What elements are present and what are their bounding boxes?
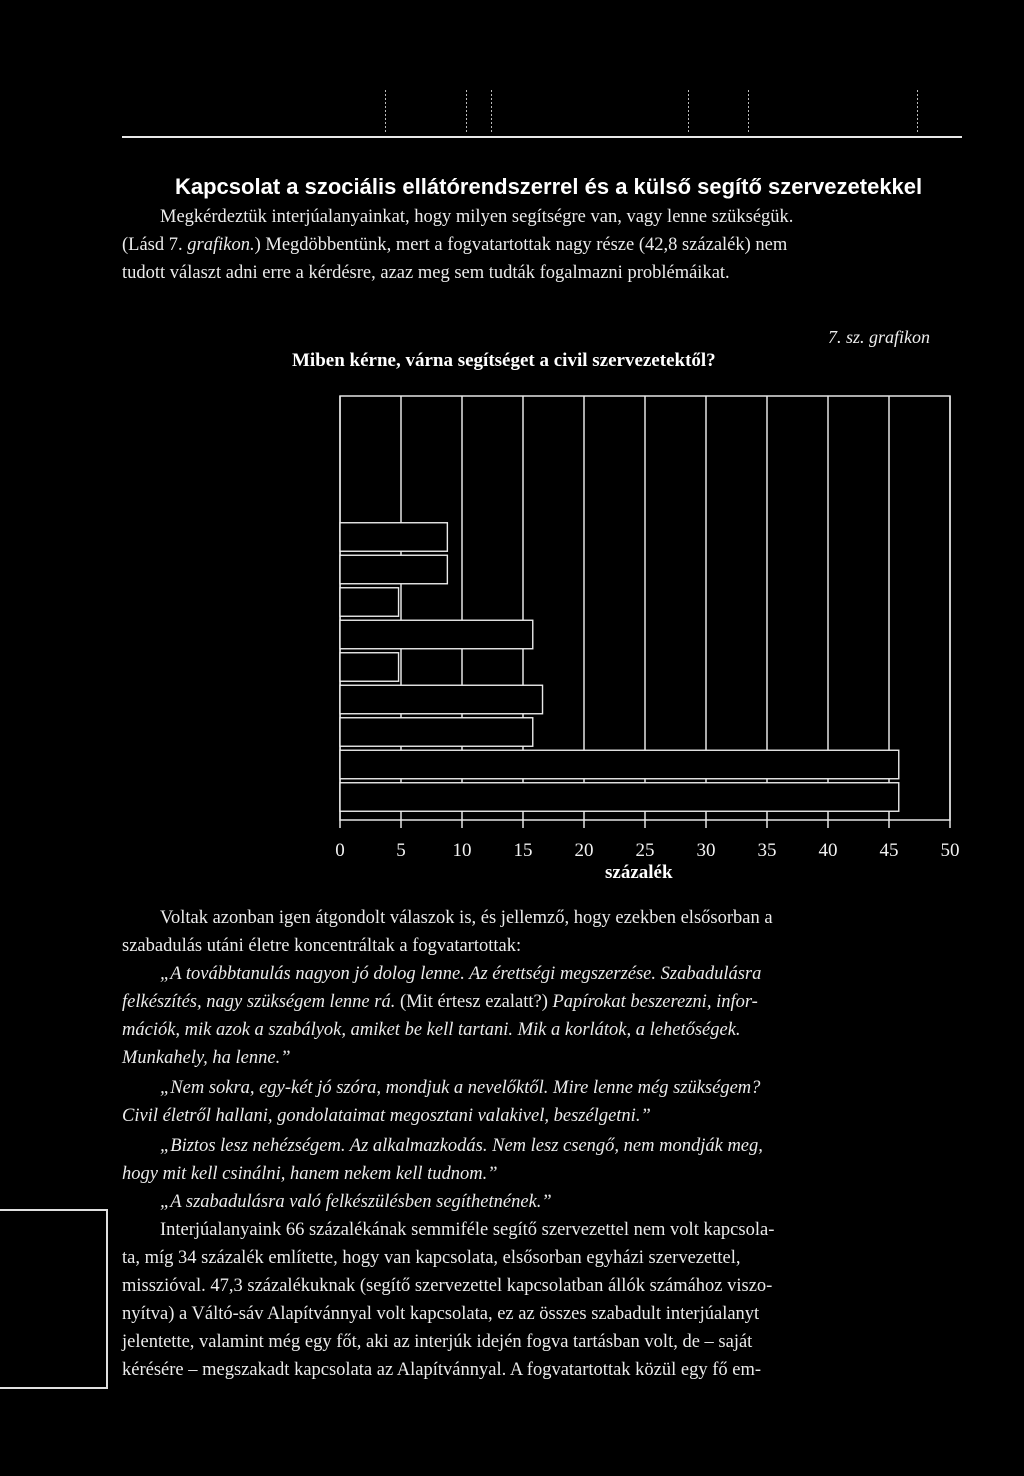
margin-line-vertical xyxy=(106,1209,108,1389)
intro-line-1: Megkérdeztük interjúalanyainkat, hogy milyen segítségre van, vagy lenne szükségük. xyxy=(160,207,794,227)
x-tick-label: 40 xyxy=(818,840,838,861)
text-line: Voltak azonban igen átgondolt válaszok is, és jellemző, hogy ezekben elsősorban a xyxy=(160,908,773,928)
margin-line-top xyxy=(0,1209,108,1211)
paragraph-answers xyxy=(122,904,962,960)
quote-line: Munkahely, ha lenne.” xyxy=(122,1048,291,1068)
x-tick-label: 5 xyxy=(396,840,406,861)
text-line: misszióval. 47,3 százalékuknak (segítő szervezettel kapcsolatban állók számához viszo- xyxy=(122,1276,773,1296)
bar xyxy=(340,523,447,552)
text-line: jelentette, valamint még egy főt, aki az interjúk idején fogva tartásban volt, de – saját xyxy=(122,1332,753,1352)
text-line: kérésére – megszakadt kapcsolata az Alapítvánnyal. A fogvatartottak közül egy fő em- xyxy=(122,1360,762,1380)
x-tick-label: 0 xyxy=(335,840,345,861)
bar xyxy=(340,653,399,682)
text-line: nyítva) a Váltó-sáv Alapítvánnyal volt kapcsolata, ez az összes szabadult interjúalanyt xyxy=(122,1304,760,1324)
margin-line-bottom xyxy=(0,1387,108,1389)
x-tick-label: 45 xyxy=(879,840,899,861)
x-tick-label: 10 xyxy=(452,840,472,861)
interviewer-question: (Mit értesz ezalatt?) xyxy=(399,992,548,1012)
x-tick-label: 15 xyxy=(513,840,533,861)
section-title: Kapcsolat a szociális ellátórendszerrel és a külső segítő szervezetekkel xyxy=(175,174,923,199)
intro-line-3: tudott választ adni erre a kérdésre, azaz meg sem tudták fogalmazni problémáikat. xyxy=(122,263,730,283)
quote-line: „Biztos lesz nehézségem. Az alkalmazkodás. Nem lesz csengő, nem mondják meg, xyxy=(160,1136,763,1156)
chart-number: 7. sz. grafikon xyxy=(828,327,931,347)
bar xyxy=(340,588,399,617)
quote-line: Civil életről hallani, gondolataimat megosztani valakivel, beszélgetni.” xyxy=(122,1106,651,1126)
bar xyxy=(340,718,533,747)
bar xyxy=(340,685,543,714)
quote-line: hogy mit kell csinálni, hanem nekem kell tudnom.” xyxy=(122,1164,498,1184)
quote-1 xyxy=(122,960,962,1072)
x-tick-label: 30 xyxy=(696,840,716,861)
quote-line: „Nem sokra, egy-két jó szóra, mondjuk a nevelőktől. Mire lenne még szükségem? xyxy=(160,1078,761,1098)
chart-title: Miben kérne, várna segítséget a civil szervezetektől? xyxy=(292,350,716,371)
quote-2 xyxy=(122,1074,962,1130)
bar xyxy=(340,783,899,812)
bar xyxy=(340,555,447,584)
quote-line: felkészítés, nagy szükségem lenne rá. (Mit értesz ezalatt?) Papírokat beszerezni, infor- xyxy=(122,992,758,1012)
chart-tick-labels xyxy=(335,840,959,861)
x-axis-label: százalék xyxy=(605,862,673,883)
x-tick-label: 20 xyxy=(574,840,594,861)
quote-line: „A szabadulásra való felkészülésben segíthetnének.” xyxy=(160,1192,552,1212)
chart-bars xyxy=(340,523,899,812)
quote-3 xyxy=(122,1132,962,1188)
quote-line: „A továbbtanulás nagyon jó dolog lenne. Az érettségi megszerzése. Szabadulásra xyxy=(160,964,762,984)
quote-line: mációk, mik azok a szabályok, amiket be kell tartani. Mik a korlátok, a lehetőségek. xyxy=(122,1020,741,1040)
x-tick-label: 35 xyxy=(757,840,777,861)
intro-line-2: (Lásd 7. grafikon.) Megdöbbentünk, mert a fogvatartottak nagy része (42,8 százalék) nem xyxy=(122,235,788,255)
text-line: ta, míg 34 százalék említette, hogy van kapcsolata, elsősorban egyházi szervezettel, xyxy=(122,1248,741,1268)
text-line: szabadulás utáni életre koncentráltak a fogvatartottak: xyxy=(122,936,522,956)
chart-reference: grafikon. xyxy=(187,235,255,255)
bar xyxy=(340,750,899,779)
bar xyxy=(340,620,533,649)
x-tick-label: 50 xyxy=(940,840,960,861)
paragraph-organizations xyxy=(122,1216,962,1384)
quote-4 xyxy=(122,1188,962,1216)
text-line: Interjúalanyaink 66 százalékának semmiféle segítő szervezettel nem volt kapcsola- xyxy=(160,1220,775,1240)
x-tick-label: 25 xyxy=(635,840,655,861)
